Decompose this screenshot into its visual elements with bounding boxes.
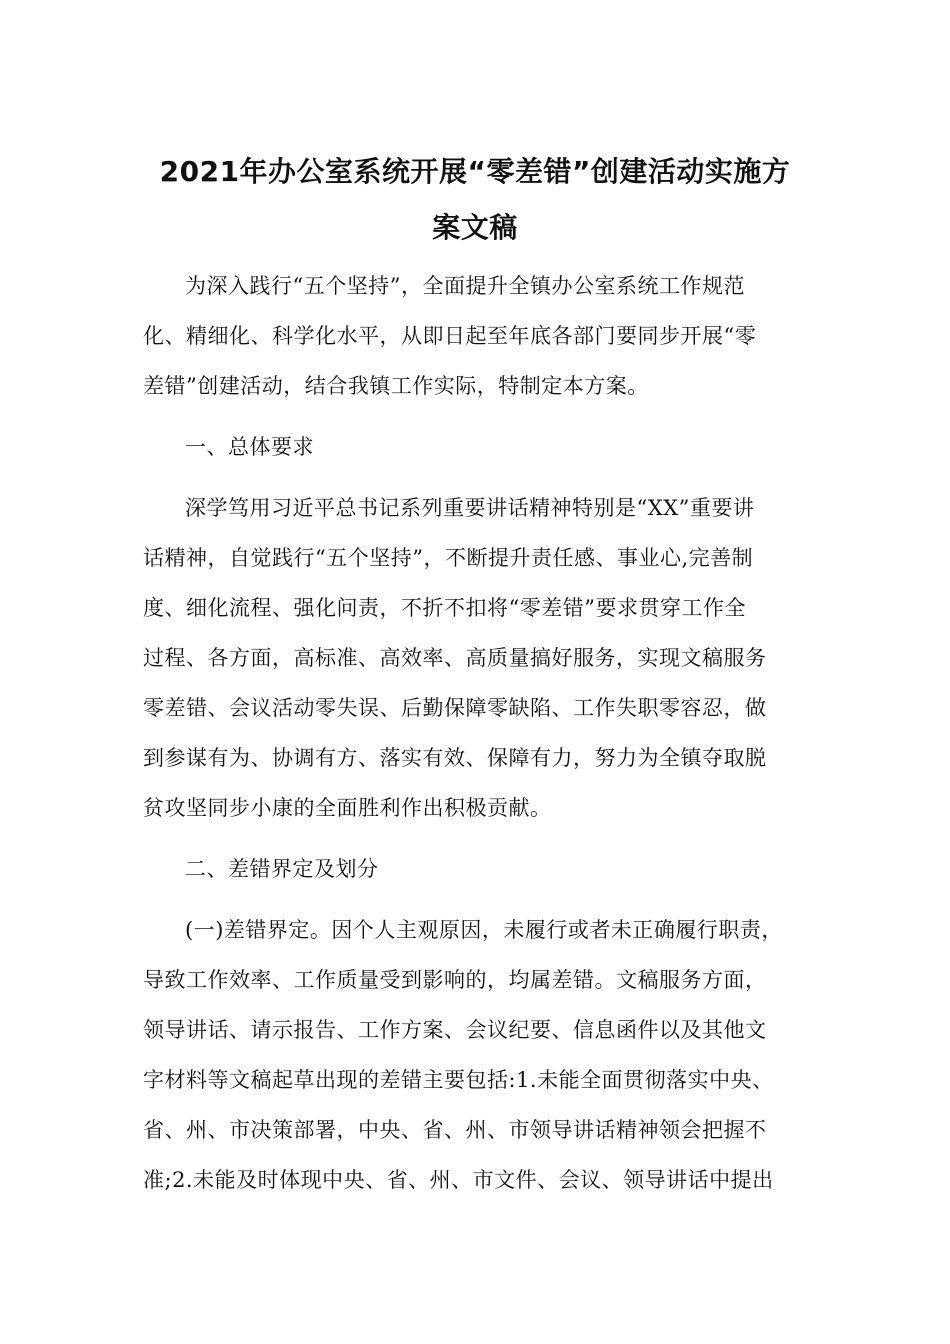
paragraph-requirements-line: 过程、各方面，高标准、高效率、高质量搞好服务，实现文稿服务: [143, 646, 767, 670]
paragraph-requirements-line: 零差错、会议活动零失误、后勤保障零缺陷、工作失职零容忍，做: [143, 696, 767, 720]
paragraph-requirements-line: 度、细化流程、强化问责，不折不扣将“零差错”要求贯穿工作全: [143, 596, 746, 620]
section-heading-general-requirements: 一、总体要求: [185, 435, 314, 459]
paragraph-requirements-line: 话精神，自觉践行“五个坚持”，不断提升责任感、事业心,完善制: [143, 546, 754, 570]
document-title-line-2: 案文稿: [432, 211, 518, 244]
section-heading-error-definition: 二、差错界定及划分: [185, 857, 379, 881]
paragraph-intro-line: 差错”创建活动，结合我镇工作实际，特制定本方案。: [143, 374, 649, 398]
paragraph-error-definition-line: 准;2.未能及时体现中央、省、州、市文件、会议、领导讲话中提出: [143, 1168, 774, 1192]
paragraph-error-definition-line: 省、州、市决策部署，中央、省、州、市领导讲话精神领会把握不: [143, 1118, 767, 1142]
paragraph-requirements-line: 贫攻坚同步小康的全面胜利作出积极贡献。: [143, 796, 552, 820]
paragraph-error-definition-line: 字材料等文稿起草出现的差错主要包括:1.未能全面贯彻落实中央、: [143, 1068, 774, 1092]
paragraph-intro-line: 化、精细化、科学化水平，从即日起至年底各部门要同步开展“零: [143, 324, 757, 348]
paragraph-requirements-line: 到参谋有为、协调有方、落实有效、保障有力，努力为全镇夺取脱: [143, 746, 767, 770]
paragraph-requirements-line: 深学笃用习近平总书记系列重要讲话精神特别是“XX”重要讲: [185, 496, 755, 520]
document-title-line-1: 2021年办公室系统开展“零差错”创建活动实施方: [159, 155, 791, 188]
paragraph-error-definition-line: 领导讲话、请示报告、工作方案、会议纪要、信息函件以及其他文: [143, 1018, 767, 1042]
paragraph-error-definition-line: 导致工作效率、工作质量受到影响的，均属差错。文稿服务方面，: [143, 968, 767, 992]
paragraph-intro-line: 为深入践行“五个坚持”，全面提升全镇办公室系统工作规范: [185, 274, 745, 298]
paragraph-error-definition-line: (一)差错界定。因个人主观原因，未履行或者未正确履行职责，: [185, 918, 783, 942]
